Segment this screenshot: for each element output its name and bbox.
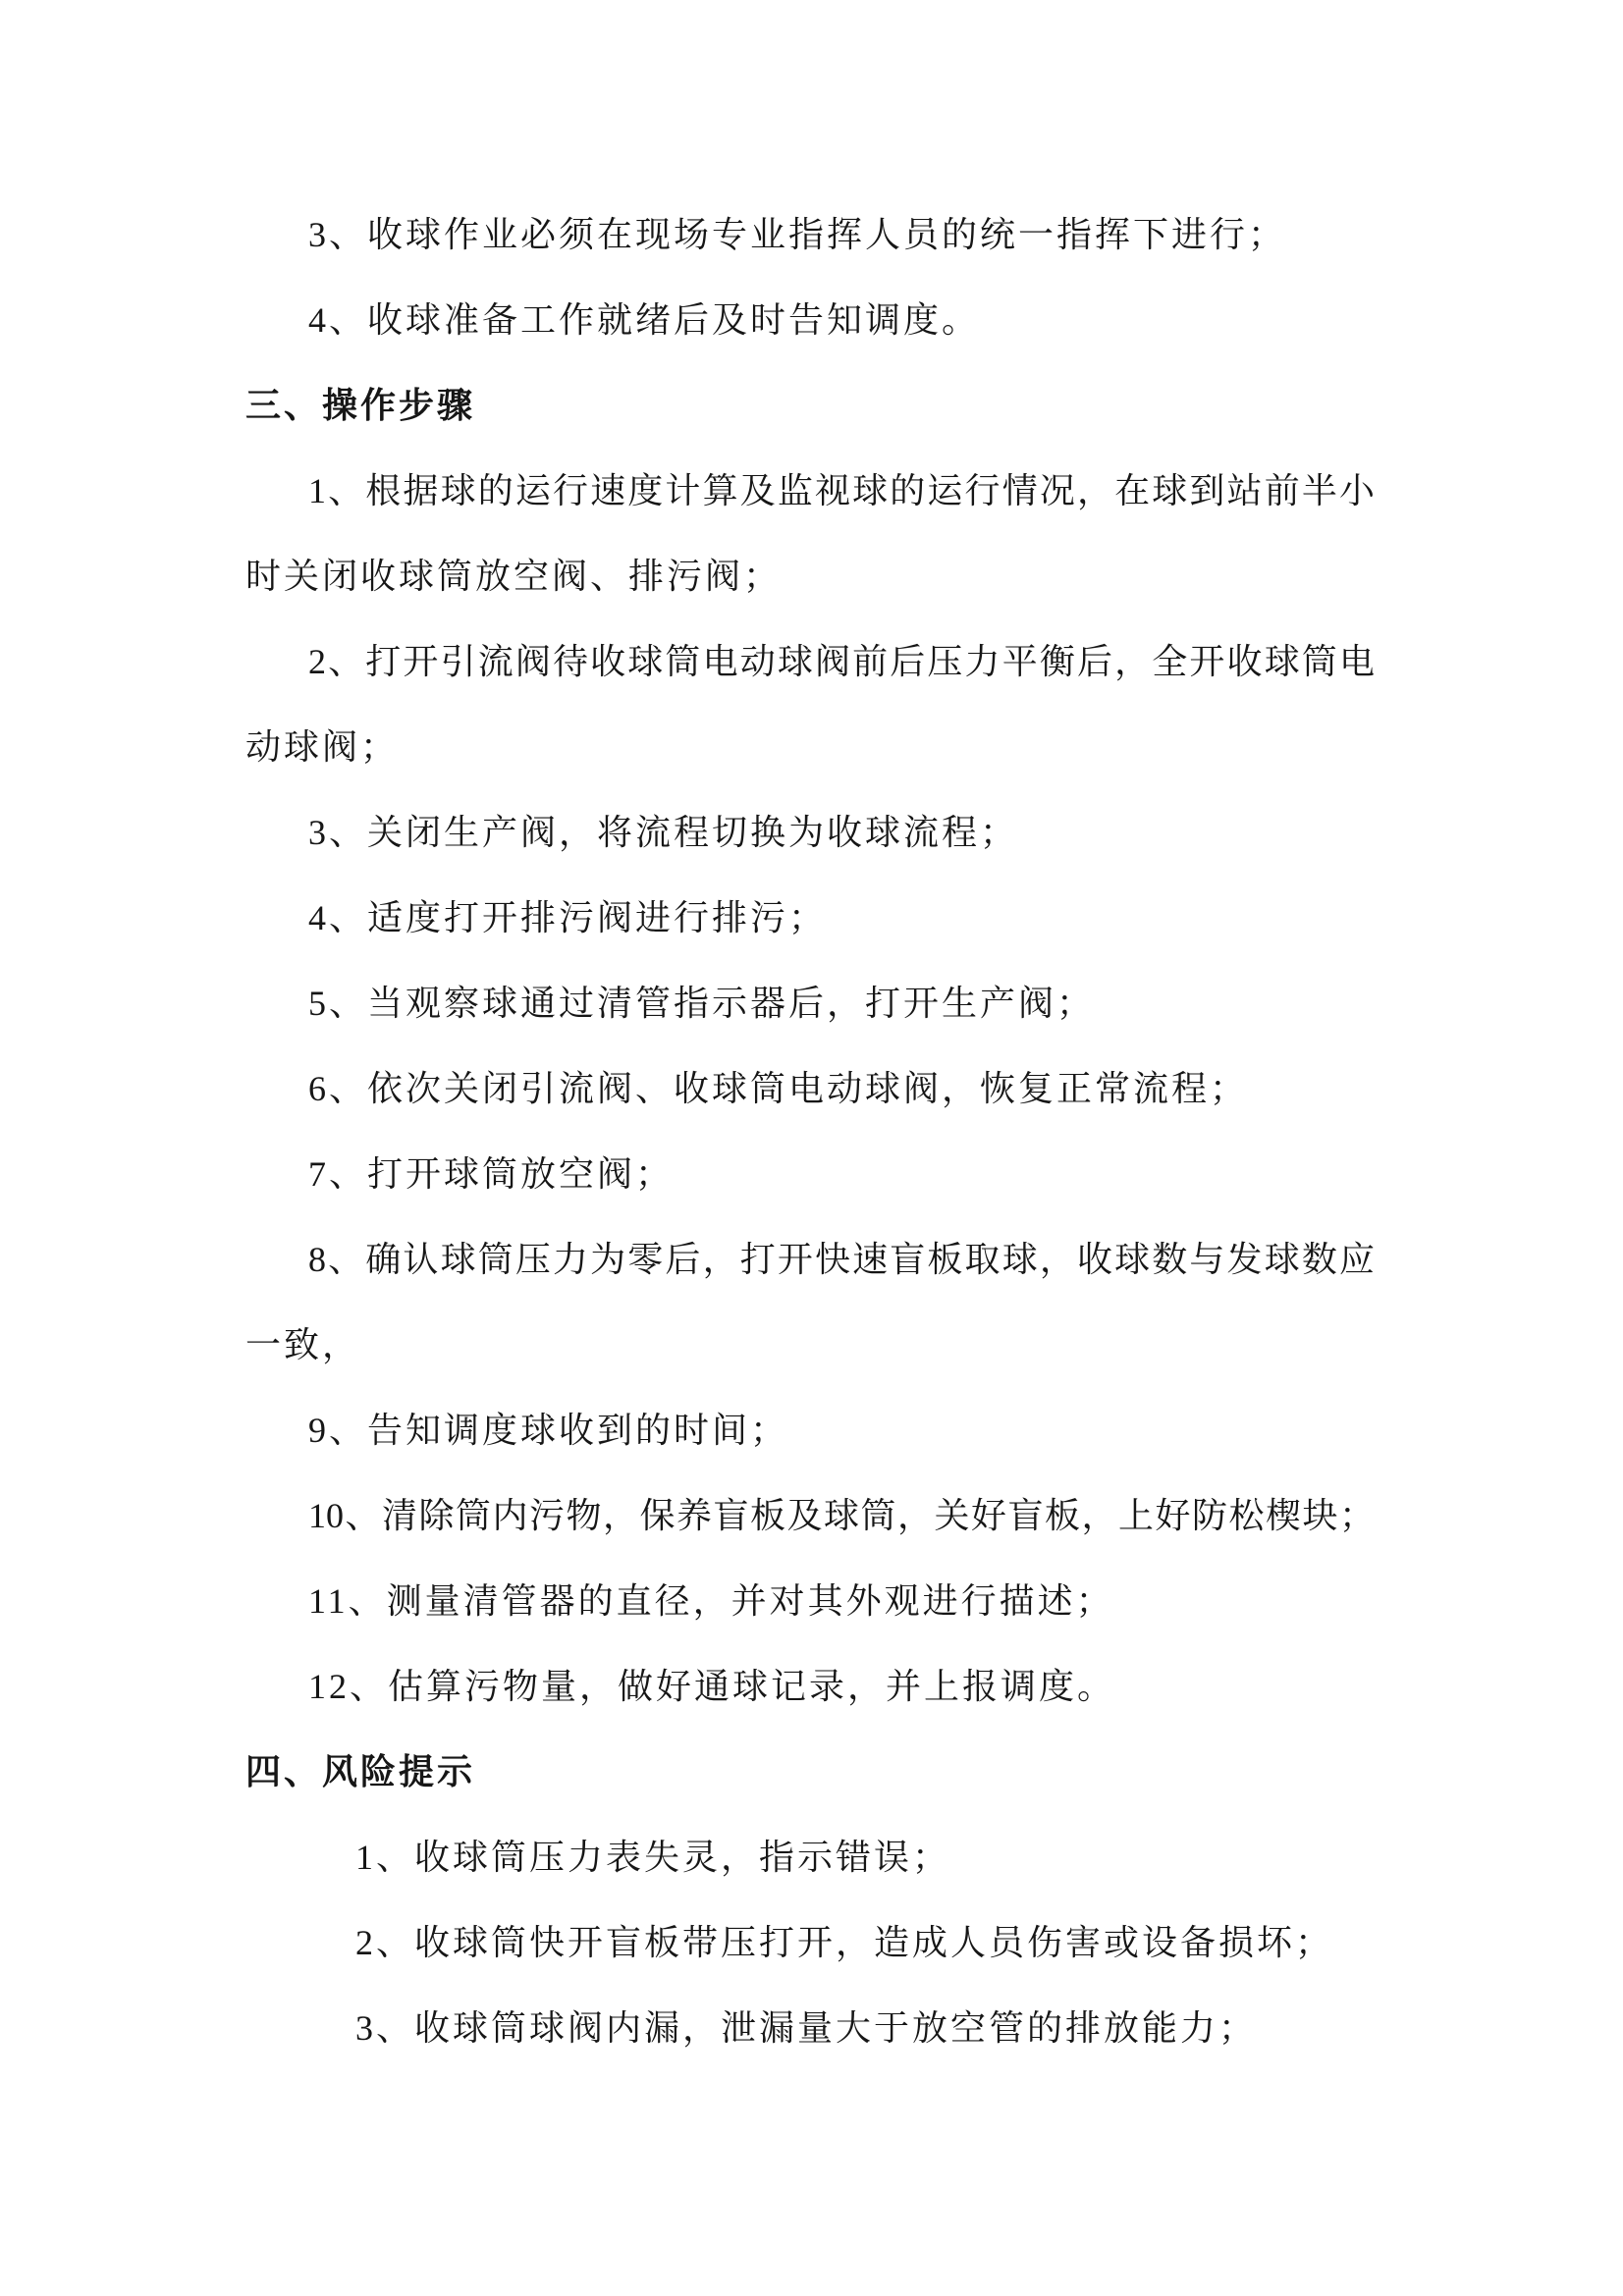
step-12: 12、估算污物量，做好通球记录，并上报调度。 (308, 1667, 1116, 1706)
prep-item-3: 3、收球作业必须在现场专业指挥人员的统一指挥下进行； (308, 215, 1287, 254)
risk-item-1: 1、收球筒压力表失灵，指示错误； (355, 1838, 951, 1877)
section-heading-risk-notice: 四、风险提示 (245, 1752, 476, 1791)
step-8-line-1: 8、确认球筒压力为零后，打开快速盲板取球，收球数与发球数应 (308, 1240, 1375, 1279)
step-10: 10、清除筒内污物，保养盲板及球筒，关好盲板，上好防松楔块； (308, 1496, 1375, 1535)
document-text-block (245, 192, 1375, 2071)
step-1-line-2: 时关闭收球筒放空阀、排污阀； (245, 557, 783, 596)
step-9: 9、告知调度球收到的时间； (308, 1411, 789, 1450)
prep-item-4: 4、收球准备工作就绪后及时告知调度。 (308, 300, 981, 340)
step-2-line-2: 动球阀； (245, 727, 400, 767)
step-2-line-1: 2、打开引流阀待收球筒电动球阀前后压力平衡后，全开收球筒电 (308, 642, 1375, 681)
step-11: 11、测量清管器的直径，并对其外观进行描述； (308, 1581, 1114, 1621)
step-7: 7、打开球筒放空阀； (308, 1154, 675, 1194)
step-5: 5、当观察球通过清管指示器后，打开生产阀； (308, 984, 1096, 1023)
step-8-line-2: 一致， (245, 1325, 361, 1364)
risk-item-3: 3、收球筒球阀内漏，泄漏量大于放空管的排放能力； (355, 2008, 1258, 2048)
risk-item-2: 2、收球筒快开盲板带压打开，造成人员伤害或设备损坏； (355, 1923, 1334, 1962)
section-heading-operation-steps: 三、操作步骤 (245, 386, 476, 425)
step-4: 4、适度打开排污阀进行排污； (308, 898, 828, 937)
step-1-line-1: 1、根据球的运行速度计算及监视球的运行情况，在球到站前半小 (308, 471, 1375, 510)
step-3: 3、关闭生产阀，将流程切换为收球流程； (308, 813, 1019, 852)
step-6: 6、依次关闭引流阀、收球筒电动球阀，恢复正常流程； (308, 1069, 1249, 1108)
